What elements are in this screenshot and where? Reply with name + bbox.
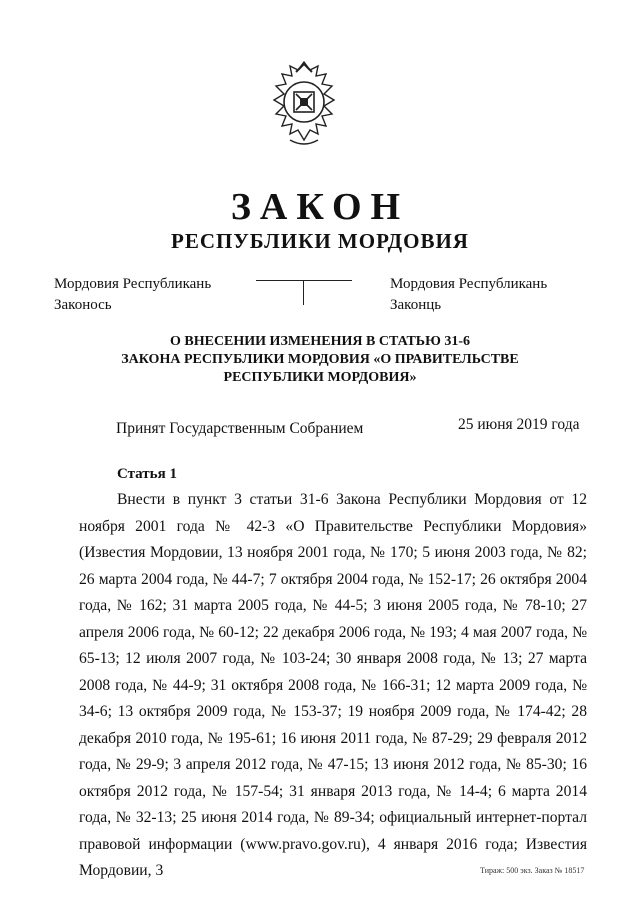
header-divider-vertical: [303, 281, 304, 305]
title-erzya-line-2: Законць: [390, 297, 442, 313]
title-erzya-line-1: Мордовия Республикань: [390, 276, 548, 292]
adoption-date: 25 июня 2019 года: [458, 416, 580, 433]
coat-of-arms-icon: [266, 60, 342, 148]
article-heading: Статья 1: [117, 466, 177, 482]
law-subject-line-2: ЗАКОНА РЕСПУБЛИКИ МОРДОВИЯ «О ПРАВИТЕЛЬСТВЕ: [121, 352, 519, 367]
title-moksha-line-2: Законось: [54, 297, 112, 313]
article-body: Внести в пункт 3 статьи 31-6 Закона Республики Мордовия от 12 ноября 2001 года № 42-З «О Правительстве Республики Мордовия» (Известия Мордовии, 13 ноября 2001 года, № 170; 5 июня 2003 года, № 82; 26 марта 2004 года, № 44-7; 7 октября 2004 года, № 152-17; 26 октября 2004 года, № 162; 31 марта 2005 года, № 44-5; 3 июня 2005 года, № 78-10; 27 апреля 2006 года, № 60-12; 22 декабря 2006 года, № 193; 4 мая 2007 года, № 65-13; 12 июля 2007 года, № 103-24; 30 января 2008 года, № 13; 27 марта 2008 года, № 44-9; 31 октября 2008 года, № 166-31; 12 марта 2009 года, № 34-6; 13 октября 2009 года, № 153-37; 19 ноября 2009 года, № 174-42; 28 декабря 2010 года, № 195-61; 16 июня 2011 года, № 87-29; 29 февраля 2012 года, № 29-9; 3 апреля 2012 года, № 47-15; 13 июня 2012 года, № 85-30; 16 октября 2012 года, № 157-54; 31 января 2013 года, № 14-4; 6 марта 2014 года, № 32-13; 25 июня 2014 года, № 89-34; официальный интернет-портал правовой информации (www.pravo.gov.ru), 4 января 2016 года; Известия Мордовии, 3: [79, 491, 587, 879]
title-erzya: [390, 274, 547, 316]
law-subject: [80, 333, 560, 387]
header-divider-horizontal: [256, 280, 352, 281]
adopted-by: Принят Государственным Собранием: [116, 420, 364, 437]
law-subject-line-3: РЕСПУБЛИКИ МОРДОВИЯ»: [223, 370, 417, 385]
law-subject-line-1: О ВНЕСЕНИИ ИЗМЕНЕНИЯ В СТАТЬЮ 31-6: [169, 334, 470, 349]
print-info: Тираж: 500 экз. Заказ № 18517: [480, 866, 585, 875]
document-subtitle: РЕСПУБЛИКИ МОРДОВИЯ: [171, 229, 469, 253]
title-moksha-line-1: Мордовия Республикань: [54, 276, 212, 292]
title-moksha: [54, 274, 211, 316]
document-title: ЗАКОН: [230, 186, 410, 228]
